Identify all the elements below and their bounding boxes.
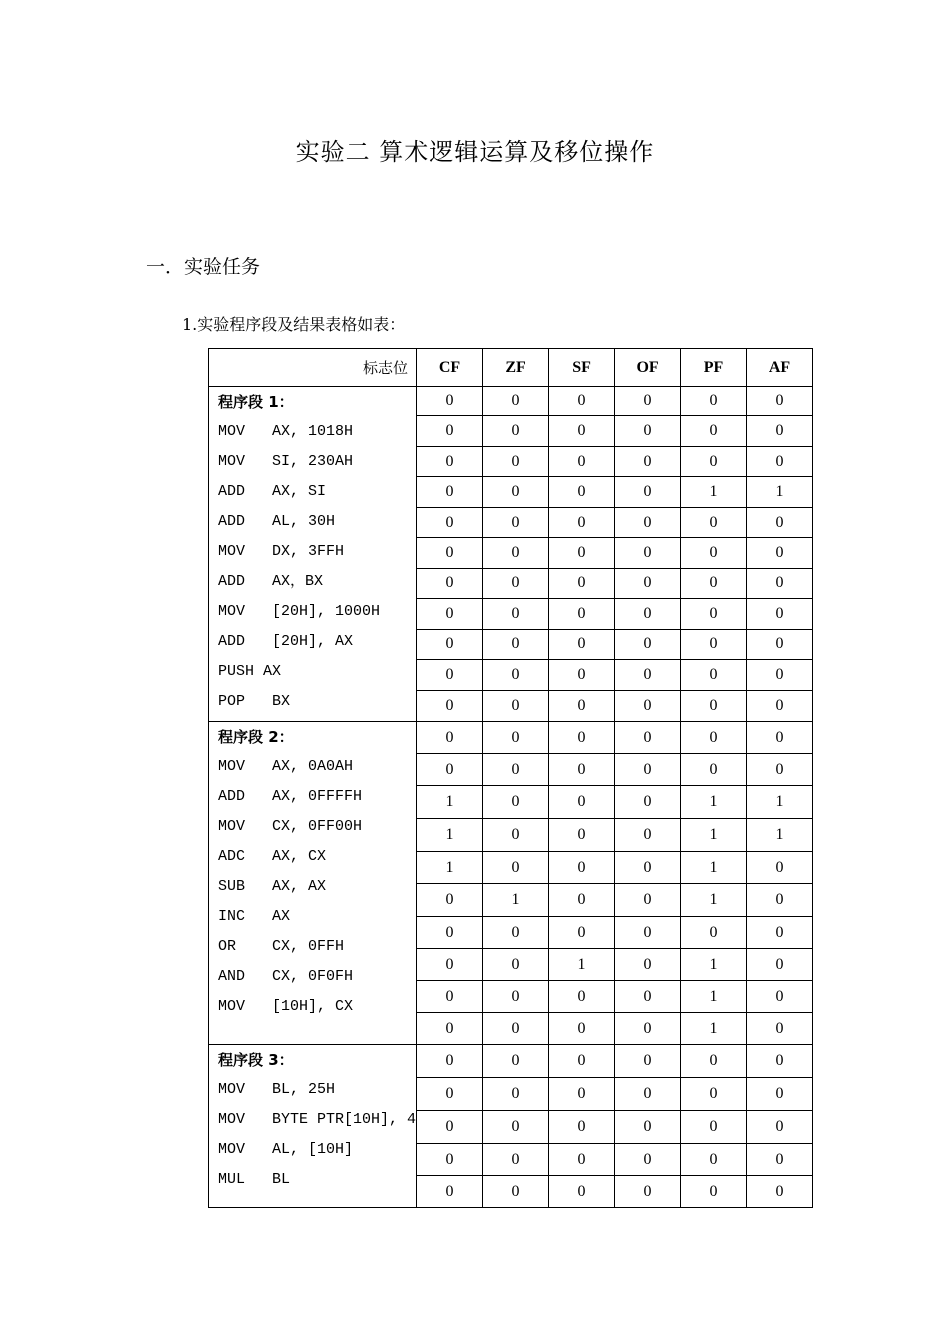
flag-value-of: 0 bbox=[615, 1078, 681, 1111]
flags-table bbox=[208, 348, 813, 1208]
flag-value-pf: 0 bbox=[681, 568, 747, 598]
flag-value-pf: 1 bbox=[681, 949, 747, 981]
flag-value-sf: 0 bbox=[549, 568, 615, 598]
code-line: ADD AL, 30H bbox=[218, 513, 336, 530]
segment-title: 程序段 1： bbox=[218, 393, 294, 411]
flag-value-af: 0 bbox=[747, 1013, 813, 1045]
flag-value-af: 1 bbox=[747, 477, 813, 507]
flag-value-zf: 0 bbox=[483, 568, 549, 598]
flag-value-zf: 0 bbox=[483, 507, 549, 537]
code-line: AND CX, 0F0FH bbox=[218, 968, 354, 985]
flag-value-of: 0 bbox=[615, 660, 681, 690]
flag-value-cf: 0 bbox=[417, 660, 483, 690]
flag-value-pf: 0 bbox=[681, 754, 747, 786]
flag-value-cf: 0 bbox=[417, 538, 483, 568]
code-line: MOV AL, [10H] bbox=[218, 1141, 354, 1158]
flag-header-of: OF bbox=[615, 349, 681, 387]
flag-value-pf: 0 bbox=[681, 722, 747, 754]
flag-value-of: 0 bbox=[615, 1013, 681, 1045]
flag-value-pf: 0 bbox=[681, 538, 747, 568]
program-segment-2 bbox=[209, 722, 417, 1045]
flag-value-cf: 1 bbox=[417, 786, 483, 819]
flag-value-sf: 0 bbox=[549, 416, 615, 446]
flag-value-zf: 0 bbox=[483, 819, 549, 852]
flag-value-cf: 0 bbox=[417, 754, 483, 786]
flag-value-cf: 0 bbox=[417, 981, 483, 1013]
flag-value-of: 0 bbox=[615, 722, 681, 754]
segment-title: 程序段 3： bbox=[218, 1051, 294, 1069]
flag-value-sf: 0 bbox=[549, 446, 615, 476]
flag-value-pf: 0 bbox=[681, 507, 747, 537]
flag-value-pf: 1 bbox=[681, 819, 747, 852]
flag-value-pf: 0 bbox=[681, 416, 747, 446]
page-title: 实验二 算术逻辑运算及移位操作 bbox=[295, 138, 655, 166]
flag-value-af: 0 bbox=[747, 568, 813, 598]
segment-title: 程序段 2： bbox=[218, 728, 294, 746]
flag-value-sf: 0 bbox=[549, 599, 615, 629]
flag-value-of: 0 bbox=[615, 949, 681, 981]
code-line: ADD AX, SI bbox=[218, 483, 327, 500]
flag-value-of: 0 bbox=[615, 1045, 681, 1078]
section-heading: 一．实验任务 bbox=[146, 256, 261, 278]
flag-value-sf: 0 bbox=[549, 722, 615, 754]
flag-value-zf: 0 bbox=[483, 1013, 549, 1045]
flag-value-cf: 0 bbox=[417, 722, 483, 754]
flag-value-zf: 0 bbox=[483, 446, 549, 476]
flag-value-pf: 0 bbox=[681, 1144, 747, 1176]
flag-value-of: 0 bbox=[615, 852, 681, 884]
table-row bbox=[209, 722, 813, 754]
flag-value-af: 0 bbox=[747, 446, 813, 476]
flag-value-zf: 0 bbox=[483, 1045, 549, 1078]
flag-value-af: 0 bbox=[747, 949, 813, 981]
flag-value-of: 0 bbox=[615, 446, 681, 476]
flag-value-zf: 0 bbox=[483, 599, 549, 629]
flag-value-pf: 0 bbox=[681, 917, 747, 949]
flag-value-af: 0 bbox=[747, 538, 813, 568]
flag-value-of: 0 bbox=[615, 819, 681, 852]
flag-value-pf: 1 bbox=[681, 852, 747, 884]
flag-value-af: 0 bbox=[747, 1078, 813, 1111]
flag-value-cf: 0 bbox=[417, 446, 483, 476]
flag-value-af: 0 bbox=[747, 1045, 813, 1078]
flag-value-cf: 0 bbox=[417, 917, 483, 949]
code-line: MOV [10H], CX bbox=[218, 998, 354, 1015]
flag-value-sf: 0 bbox=[549, 660, 615, 690]
flag-header-af: AF bbox=[747, 349, 813, 387]
flag-header-pf: PF bbox=[681, 349, 747, 387]
program-segment-3 bbox=[209, 1045, 417, 1208]
flag-value-of: 0 bbox=[615, 884, 681, 917]
flag-value-sf: 0 bbox=[549, 629, 615, 659]
flag-value-pf: 0 bbox=[681, 1045, 747, 1078]
flag-value-pf: 0 bbox=[681, 690, 747, 721]
code-line: ADC AX, CX bbox=[218, 848, 327, 865]
corner-label: 标志位 bbox=[209, 349, 417, 387]
flag-value-af: 1 bbox=[747, 786, 813, 819]
code-line: MOV AX, 1018H bbox=[218, 423, 354, 440]
flag-value-of: 0 bbox=[615, 629, 681, 659]
flag-header-sf: SF bbox=[549, 349, 615, 387]
flag-value-of: 0 bbox=[615, 754, 681, 786]
flag-value-af: 0 bbox=[747, 629, 813, 659]
flag-value-cf: 0 bbox=[417, 507, 483, 537]
flag-value-zf: 0 bbox=[483, 1111, 549, 1144]
flag-value-pf: 1 bbox=[681, 884, 747, 917]
flag-value-of: 0 bbox=[615, 981, 681, 1013]
flag-value-cf: 0 bbox=[417, 477, 483, 507]
flag-value-pf: 0 bbox=[681, 660, 747, 690]
flag-value-zf: 1 bbox=[483, 884, 549, 917]
flag-value-pf: 1 bbox=[681, 786, 747, 819]
flag-value-zf: 0 bbox=[483, 949, 549, 981]
flag-value-cf: 0 bbox=[417, 416, 483, 446]
flag-value-sf: 0 bbox=[549, 819, 615, 852]
flag-value-sf: 0 bbox=[549, 1013, 615, 1045]
flag-value-sf: 0 bbox=[549, 690, 615, 721]
flag-value-pf: 1 bbox=[681, 477, 747, 507]
flag-value-sf: 0 bbox=[549, 1111, 615, 1144]
flag-value-af: 0 bbox=[747, 917, 813, 949]
flag-value-af: 0 bbox=[747, 507, 813, 537]
code-line: MOV [20H], 1000H bbox=[218, 603, 381, 620]
flag-value-zf: 0 bbox=[483, 416, 549, 446]
flag-value-zf: 0 bbox=[483, 1176, 549, 1208]
flag-value-af: 0 bbox=[747, 416, 813, 446]
flag-value-of: 0 bbox=[615, 568, 681, 598]
flag-value-pf: 0 bbox=[681, 446, 747, 476]
flag-value-zf: 0 bbox=[483, 538, 549, 568]
code-line: MOV BL, 25H bbox=[218, 1081, 336, 1098]
flag-value-cf: 0 bbox=[417, 1176, 483, 1208]
flag-value-zf: 0 bbox=[483, 917, 549, 949]
flag-value-sf: 0 bbox=[549, 884, 615, 917]
flag-value-zf: 0 bbox=[483, 629, 549, 659]
flag-value-of: 0 bbox=[615, 690, 681, 721]
flag-value-zf: 0 bbox=[483, 722, 549, 754]
flag-value-cf: 1 bbox=[417, 852, 483, 884]
code-line: MOV BYTE PTR[10H], 4 bbox=[218, 1111, 417, 1128]
code-line: SUB AX, AX bbox=[218, 878, 327, 895]
flag-value-cf: 0 bbox=[417, 629, 483, 659]
flag-value-af: 0 bbox=[747, 1111, 813, 1144]
code-line: PUSH AX bbox=[218, 663, 282, 680]
flag-value-sf: 0 bbox=[549, 754, 615, 786]
flag-value-sf: 0 bbox=[549, 1078, 615, 1111]
flag-value-sf: 1 bbox=[549, 949, 615, 981]
flag-value-af: 0 bbox=[747, 660, 813, 690]
flag-value-sf: 0 bbox=[549, 1144, 615, 1176]
flag-value-of: 0 bbox=[615, 416, 681, 446]
flag-value-af: 1 bbox=[747, 819, 813, 852]
flag-value-zf: 0 bbox=[483, 690, 549, 721]
code-line: MOV CX, 0FF00H bbox=[218, 818, 363, 835]
program-segment-1 bbox=[209, 387, 417, 722]
flag-value-cf: 0 bbox=[417, 949, 483, 981]
code-line: MOV SI, 230AH bbox=[218, 453, 354, 470]
table-row bbox=[209, 1045, 813, 1078]
flag-value-af: 0 bbox=[747, 690, 813, 721]
flag-value-sf: 0 bbox=[549, 387, 615, 416]
flag-value-zf: 0 bbox=[483, 754, 549, 786]
code-line: INC AX bbox=[218, 908, 291, 925]
flag-value-cf: 0 bbox=[417, 599, 483, 629]
flag-value-af: 0 bbox=[747, 754, 813, 786]
flag-value-sf: 0 bbox=[549, 1045, 615, 1078]
flag-value-cf: 0 bbox=[417, 568, 483, 598]
flag-value-af: 0 bbox=[747, 1176, 813, 1208]
flag-value-of: 0 bbox=[615, 1144, 681, 1176]
flag-value-cf: 0 bbox=[417, 1111, 483, 1144]
flag-value-af: 0 bbox=[747, 599, 813, 629]
flag-value-sf: 0 bbox=[549, 917, 615, 949]
flag-value-cf: 0 bbox=[417, 387, 483, 416]
code-line: OR CX, 0FFH bbox=[218, 938, 345, 955]
flag-value-af: 0 bbox=[747, 1144, 813, 1176]
flag-value-sf: 0 bbox=[549, 852, 615, 884]
flag-value-sf: 0 bbox=[549, 507, 615, 537]
flag-value-sf: 0 bbox=[549, 1176, 615, 1208]
flag-value-zf: 0 bbox=[483, 852, 549, 884]
flag-value-zf: 0 bbox=[483, 660, 549, 690]
flag-value-of: 0 bbox=[615, 786, 681, 819]
flag-value-zf: 0 bbox=[483, 477, 549, 507]
flag-value-pf: 0 bbox=[681, 599, 747, 629]
flag-header-zf: ZF bbox=[483, 349, 549, 387]
code-line: ADD AX, 0FFFFH bbox=[218, 788, 363, 805]
code-line: MOV AX, 0A0AH bbox=[218, 758, 354, 775]
flag-value-sf: 0 bbox=[549, 786, 615, 819]
flag-value-cf: 0 bbox=[417, 1078, 483, 1111]
flag-value-af: 0 bbox=[747, 884, 813, 917]
flag-value-pf: 0 bbox=[681, 1176, 747, 1208]
flag-value-sf: 0 bbox=[549, 981, 615, 1013]
flag-value-pf: 0 bbox=[681, 387, 747, 416]
flag-value-zf: 0 bbox=[483, 387, 549, 416]
intro-text: 1.实验程序段及结果表格如表： bbox=[182, 315, 406, 334]
flag-value-of: 0 bbox=[615, 477, 681, 507]
table-row bbox=[209, 387, 813, 416]
flag-value-pf: 1 bbox=[681, 1013, 747, 1045]
code-line: ADD AX，BX bbox=[218, 573, 324, 590]
code-line: POP BX bbox=[218, 693, 291, 710]
flag-value-cf: 0 bbox=[417, 690, 483, 721]
flag-value-zf: 0 bbox=[483, 1078, 549, 1111]
flag-value-zf: 0 bbox=[483, 981, 549, 1013]
flag-value-of: 0 bbox=[615, 917, 681, 949]
flag-value-sf: 0 bbox=[549, 477, 615, 507]
flag-value-zf: 0 bbox=[483, 1144, 549, 1176]
code-line: ADD [20H], AX bbox=[218, 633, 354, 650]
flag-value-cf: 1 bbox=[417, 819, 483, 852]
flag-value-cf: 0 bbox=[417, 1045, 483, 1078]
flag-value-pf: 0 bbox=[681, 1111, 747, 1144]
flag-header-cf: CF bbox=[417, 349, 483, 387]
flag-value-af: 0 bbox=[747, 981, 813, 1013]
header-row bbox=[209, 349, 813, 387]
flag-value-cf: 0 bbox=[417, 1144, 483, 1176]
flag-value-pf: 0 bbox=[681, 629, 747, 659]
flag-value-of: 0 bbox=[615, 1176, 681, 1208]
flag-value-af: 0 bbox=[747, 387, 813, 416]
flag-value-af: 0 bbox=[747, 722, 813, 754]
flag-value-of: 0 bbox=[615, 1111, 681, 1144]
flag-value-pf: 1 bbox=[681, 981, 747, 1013]
code-line: MUL BL bbox=[218, 1171, 291, 1188]
flag-value-af: 0 bbox=[747, 852, 813, 884]
flag-value-pf: 0 bbox=[681, 1078, 747, 1111]
flag-value-sf: 0 bbox=[549, 538, 615, 568]
flag-value-zf: 0 bbox=[483, 786, 549, 819]
flag-value-of: 0 bbox=[615, 599, 681, 629]
flag-value-cf: 0 bbox=[417, 1013, 483, 1045]
flag-value-of: 0 bbox=[615, 538, 681, 568]
flag-value-cf: 0 bbox=[417, 884, 483, 917]
flag-value-of: 0 bbox=[615, 507, 681, 537]
flag-value-of: 0 bbox=[615, 387, 681, 416]
code-line: MOV DX, 3FFH bbox=[218, 543, 345, 560]
